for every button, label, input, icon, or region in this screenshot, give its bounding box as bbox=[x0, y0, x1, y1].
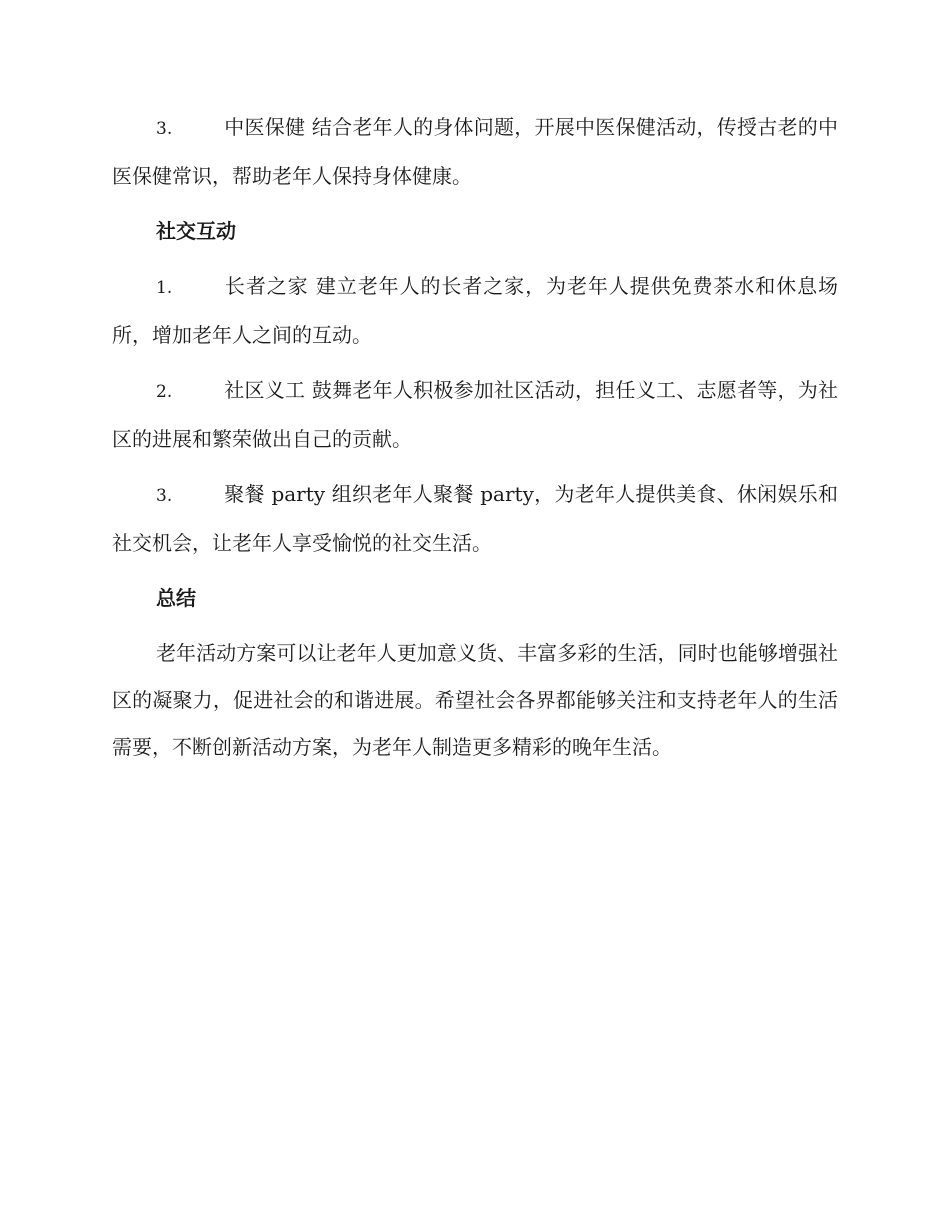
document-body bbox=[112, 104, 838, 771]
summary-paragraph: 老年活动方案可以让老年人更加意义货、丰富多彩的生活，同时也能够增强社区的凝聚力，促进社会的和谐进展。希望社会各界都能够关注和支持老年人的生活需要，不断创新活动方案，为老年人制造更多精彩的晚年生活。 bbox=[112, 641, 838, 759]
list-item bbox=[112, 104, 838, 200]
list-text: 长者之家 建立老年人的长者之家，为老年人提供免费茶水和休息场所，增加老年人之间的互动。 bbox=[112, 274, 838, 347]
list-number: 3. bbox=[156, 486, 173, 506]
list-item bbox=[112, 367, 838, 463]
list-text: 社区义工 鼓舞老年人积极参加社区活动，担任义工、志愿者等，为社区的进展和繁荣做出自己的贡献。 bbox=[112, 378, 838, 451]
section-heading-social: 社交互动 bbox=[156, 219, 236, 243]
section-heading-summary: 总结 bbox=[156, 586, 196, 610]
list-number: 2. bbox=[156, 382, 173, 402]
list-item bbox=[112, 263, 838, 359]
list-number: 1. bbox=[156, 278, 173, 298]
list-text: 聚餐 party 组织老年人聚餐 party，为老年人提供美食、休闲娱乐和社交机会，让老年人享受愉悦的社交生活。 bbox=[112, 482, 838, 555]
list-text: 中医保健 结合老年人的身体问题，开展中医保健活动，传授古老的中医保健常识，帮助老年人保持身体健康。 bbox=[112, 115, 838, 188]
list-item bbox=[112, 471, 838, 567]
list-number: 3. bbox=[156, 119, 173, 139]
